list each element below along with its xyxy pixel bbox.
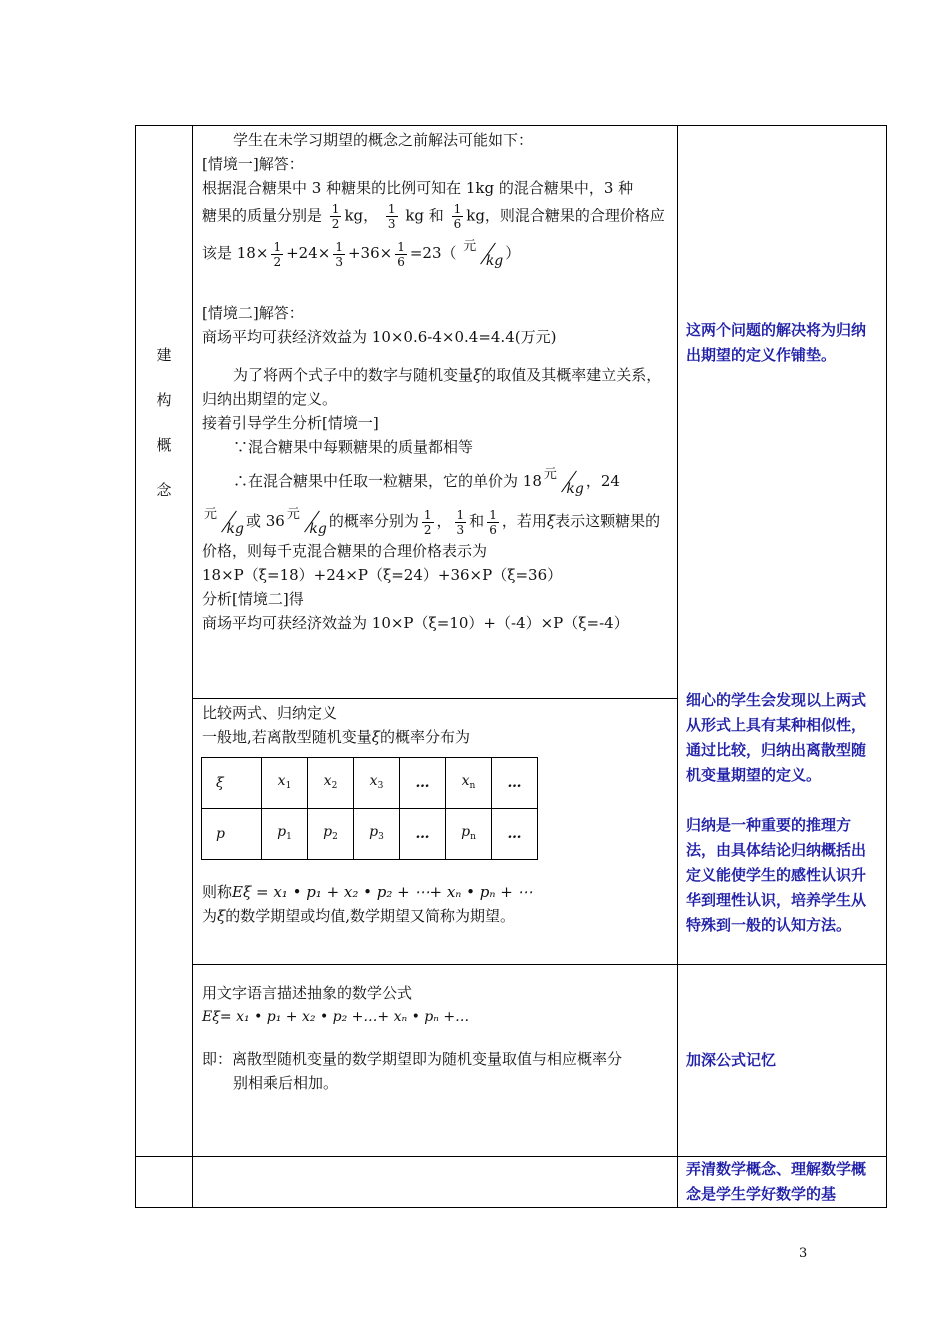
content-cell-3 xyxy=(193,965,678,1157)
section-title: 用文字语言描述抽象的数学公式 xyxy=(202,984,413,1002)
situation1-line3: 该是 18× $\frac{1}{2}$ +24× $\frac{1}{3}$ +36× $\frac{1}{6}$ =23（ 元 kg ） xyxy=(202,239,521,269)
situation1-heading: [情境一]解答： xyxy=(202,155,304,173)
because-text: ∵混合糖果中每颗糖果的质量都相等 xyxy=(233,438,474,456)
table-header-xi: ξ xyxy=(202,758,262,809)
guide-text: 接着引导学生分析[情境一] xyxy=(202,414,379,432)
situation1-line1: 根据混合糖果中 3 种糖果的比例可知在 1kg 的混合糖果中，3 种 xyxy=(202,179,634,197)
relate-text: 为了将两个式子中的数字与随机变量ξ的取值及其概率建立关系，归纳出期望的定义。 xyxy=(202,366,662,408)
note-cell-3 xyxy=(678,965,887,1157)
note-text: 这两个问题的解决将为归纳出期望的定义作铺垫。 xyxy=(686,321,867,364)
note-text: 细心的学生会发现以上两式从形式上具有某种相似性，通过比较，归纳出离散型随机变量期望的定义。 xyxy=(686,691,867,784)
table-row xyxy=(136,126,887,699)
therefore-text: ∴在混合糖果中任取一粒糖果，它的单价为 18 元 kg ，24 xyxy=(233,467,620,497)
table-row xyxy=(136,965,887,1157)
distribution-table: ξ $x_1$ $x_2$ $x_3$ … $x_n$ … p $p_1$ $p_2$ $p_3$ … $p_n$ … xyxy=(201,757,538,860)
probability-line: 元 kg 或 36 元 kg 的概率分别为 $\frac{1}{2}$ ， $\frac{1}{3}$ 和 $\frac{1}{6}$ ，若用ξ表示这颗糖果的 xyxy=(204,507,661,537)
page-number: 3 xyxy=(799,1246,808,1261)
lesson-table xyxy=(135,125,887,1208)
analyze-heading: 分析[情境二]得 xyxy=(202,590,304,608)
expression-2: 商场平均可获经济效益为 10×P（ξ=10）+（-4）×P（ξ=-4） xyxy=(202,614,629,632)
fraction-half: $\frac{1}{2}$ xyxy=(331,202,340,231)
section-title: 比较两式、归纳定义 xyxy=(202,704,338,722)
note-text: 弄清数学概念、理解数学概念是学生学好数学的基 xyxy=(686,1160,867,1203)
definition-text: 为ξ的数学期望或均值,数学期望又简称为期望。 xyxy=(202,907,516,925)
note-cell-1 xyxy=(678,126,887,965)
definition-intro: 一般地,若离散型随机变量ξ的概率分布为 xyxy=(202,728,471,746)
table-row xyxy=(136,1157,887,1208)
explain-text: 即：离散型随机变量的数学期望即为随机变量取值与相应概率分 xyxy=(202,1050,623,1068)
stage-cell xyxy=(136,126,193,1157)
note-text: 加深公式记忆 xyxy=(686,1051,777,1069)
situation1-line2: 糖果的质量分别是 $\frac{1}{2}$ kg， $\frac{1}{3}$ kg 和 $\frac{1}{6}$ kg，则混合糖果的合理价格应 xyxy=(202,202,665,231)
note-cell-4 xyxy=(678,1157,887,1208)
text-formula: Eξ= x₁ • p₁ + x₂ • p₂ +…+ xₙ • pₙ +… xyxy=(202,1009,470,1025)
situation2-line: 商场平均可获经济效益为 10×0.6-4×0.4=4.4(万元) xyxy=(202,328,557,346)
content-cell-empty xyxy=(193,1157,678,1208)
table-header-p: p xyxy=(202,809,262,860)
intro-text: 学生在未学习期望的概念之前解法可能如下： xyxy=(233,131,534,149)
fraction-third: $\frac{1}{3}$ xyxy=(387,202,396,231)
note-text: 归纳是一种重要的推理方法，由具体结论归纳概括出定义能使学生的感性认识升华到理性认识，培养学生从特殊到一般的认知方法。 xyxy=(686,816,867,934)
price-line: 价格，则每千克混合糖果的合理价格表示为 xyxy=(202,542,488,560)
fraction-sixth: $\frac{1}{6}$ xyxy=(453,202,462,231)
stage-cell-empty xyxy=(136,1157,193,1208)
unit-yuan-per-kg: 元 kg xyxy=(463,239,504,269)
expression-1: 18×P（ξ=18）+24×P（ξ=24）+36×P（ξ=36） xyxy=(202,566,563,584)
situation2-heading: [情境二]解答： xyxy=(202,304,304,322)
content-cell-1 xyxy=(193,126,678,699)
explain-text-cont: 别相乘后相加。 xyxy=(233,1074,339,1092)
definition-formula: 则称Eξ = x₁ • p₁ + x₂ • p₂ + ⋯+ xₙ • pₙ + ⋯ xyxy=(202,883,533,901)
content-cell-2 xyxy=(193,699,678,965)
stage-label: 建 构 概 念 xyxy=(156,346,172,499)
